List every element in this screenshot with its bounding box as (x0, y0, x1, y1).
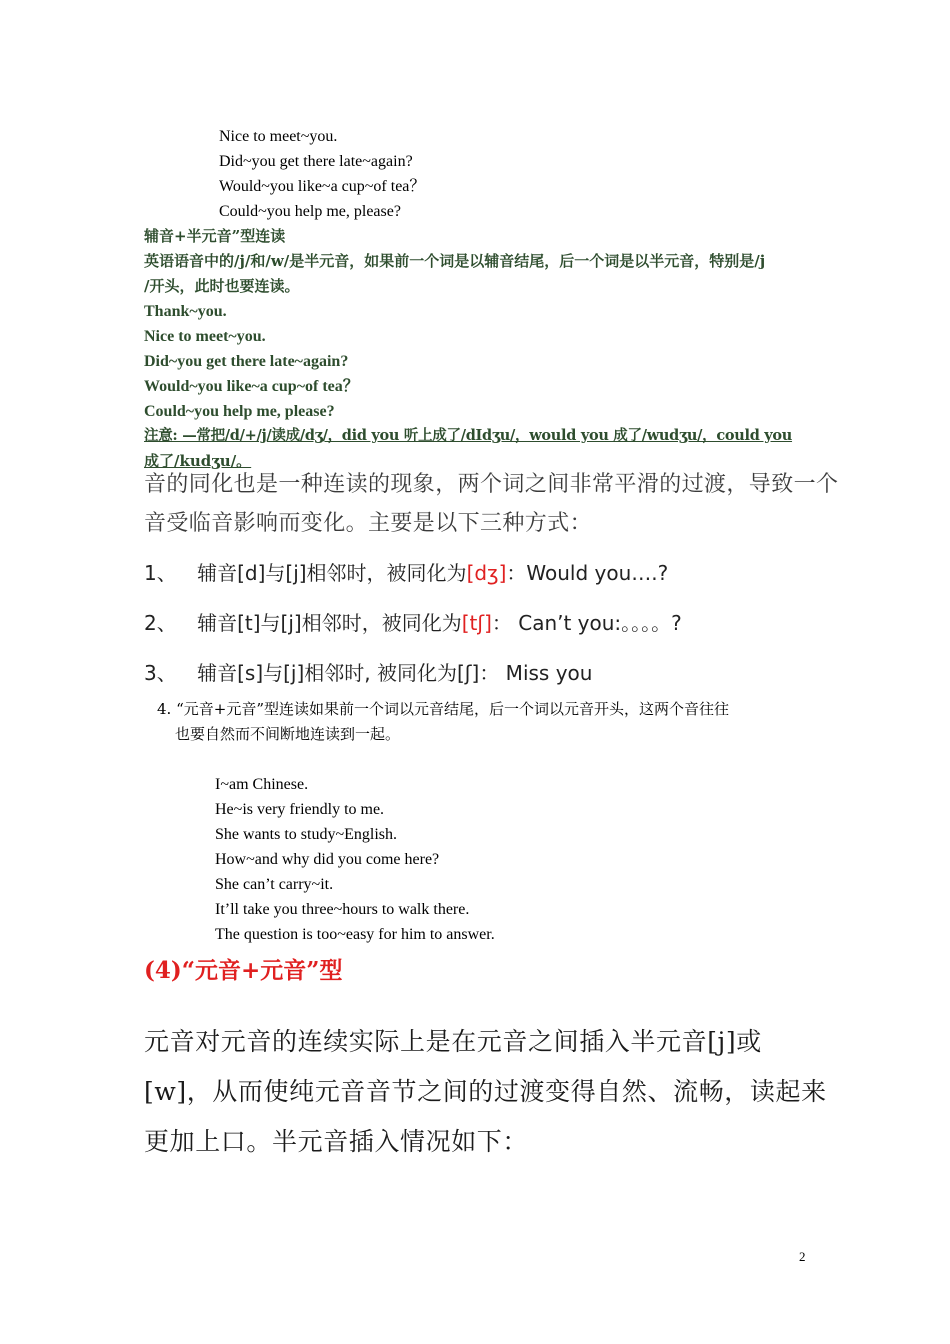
item-number: 2、 (144, 611, 177, 635)
assimilation-paragraph: 音受临音影响而变化。主要是以下三种方式： (144, 511, 593, 536)
item-text: 辅音[s]与[j]相邻时, 被同化为 (197, 661, 457, 685)
vowel-example-line: I~am Chinese. (215, 776, 309, 793)
vowel-example-line: He~is very friendly to me. (215, 801, 385, 818)
example-line: Did~you get there late~again? (219, 153, 413, 170)
example-line: Would~you like~a cup~of tea？ (219, 178, 426, 195)
assimilation-paragraph: 音的同化也是一种连读的现象，两个词之间非常平滑的过渡，导致一个 (144, 472, 839, 497)
final-paragraph: 更加上口。半元音插入情况如下： (144, 1127, 529, 1156)
item-text: 辅音[d]与[j]相邻时，被同化为 (197, 561, 467, 585)
section-heading: (4)“元音+元音”型 (144, 957, 343, 984)
vowel-example-line: She can’t carry~it. (215, 876, 334, 893)
final-paragraph: [w]，从而使纯元音音节之间的过渡变得自然、流畅，读起来 (144, 1077, 827, 1106)
item-example: ： Can’t you:。。。。? (491, 611, 682, 635)
assimilation-item (144, 661, 592, 685)
section-desc: 英语语音中的/j/和/w/是半元音，如果前一个词是以辅音结尾，后一个词是以半元音，特别是/j (144, 252, 766, 270)
bold-example-line: Would~you like~a cup~of tea？ (144, 378, 359, 395)
item-example: ： Miss you (479, 661, 593, 685)
item-number: 3、 (144, 661, 177, 685)
vowel-rule: 4. “元音+元音”型连读如果前一个词以元音结尾，后一个词以元音开头，这两个音往往 (157, 700, 729, 718)
page-number: 2 (799, 1249, 806, 1264)
example-line: Nice to meet~you. (219, 128, 338, 145)
section-title: 辅音+半元音”型连读 (144, 227, 286, 245)
note-line: 成了/kudʒu/。 (144, 452, 252, 470)
vowel-example-line: It’ll take you three~hours to walk there. (215, 901, 470, 918)
item-symbol: [dʒ] (466, 561, 507, 585)
assimilation-item (144, 611, 682, 635)
bold-example-line: Did~you get there late~again? (144, 353, 349, 370)
item-example: ：Would you….? (506, 561, 669, 585)
note-line: 注意: —常把/d/+/j/读成/dʒ/，did you 听上成了/dIdʒu/，would you 成了/wudʒu/，could you (144, 427, 793, 444)
section-desc: /开头，此时也要连读。 (144, 277, 300, 295)
item-number: 1、 (144, 561, 177, 585)
vowel-rule: 也要自然而不间断地连读到一起。 (175, 725, 401, 743)
item-symbol: [tʃ] (461, 611, 492, 635)
vowel-example-line: She wants to study~English. (215, 826, 397, 843)
example-line: Could~you help me, please? (219, 203, 401, 220)
bold-example-line: Nice to meet~you. (144, 328, 266, 345)
vowel-example-line: The question is too~easy for him to answer. (215, 926, 495, 943)
assimilation-item (144, 561, 668, 585)
final-paragraph: 元音对元音的连续实际上是在元音之间插入半元音[j]或 (144, 1027, 762, 1056)
bold-example-line: Could~you help me, please? (144, 403, 335, 420)
item-text: 辅音[t]与[j]相邻时，被同化为 (197, 611, 462, 635)
item-symbol: [ʃ] (457, 661, 480, 685)
vowel-example-line: How~and why did you come here? (215, 851, 440, 868)
bold-example-line: Thank~you. (144, 303, 227, 320)
